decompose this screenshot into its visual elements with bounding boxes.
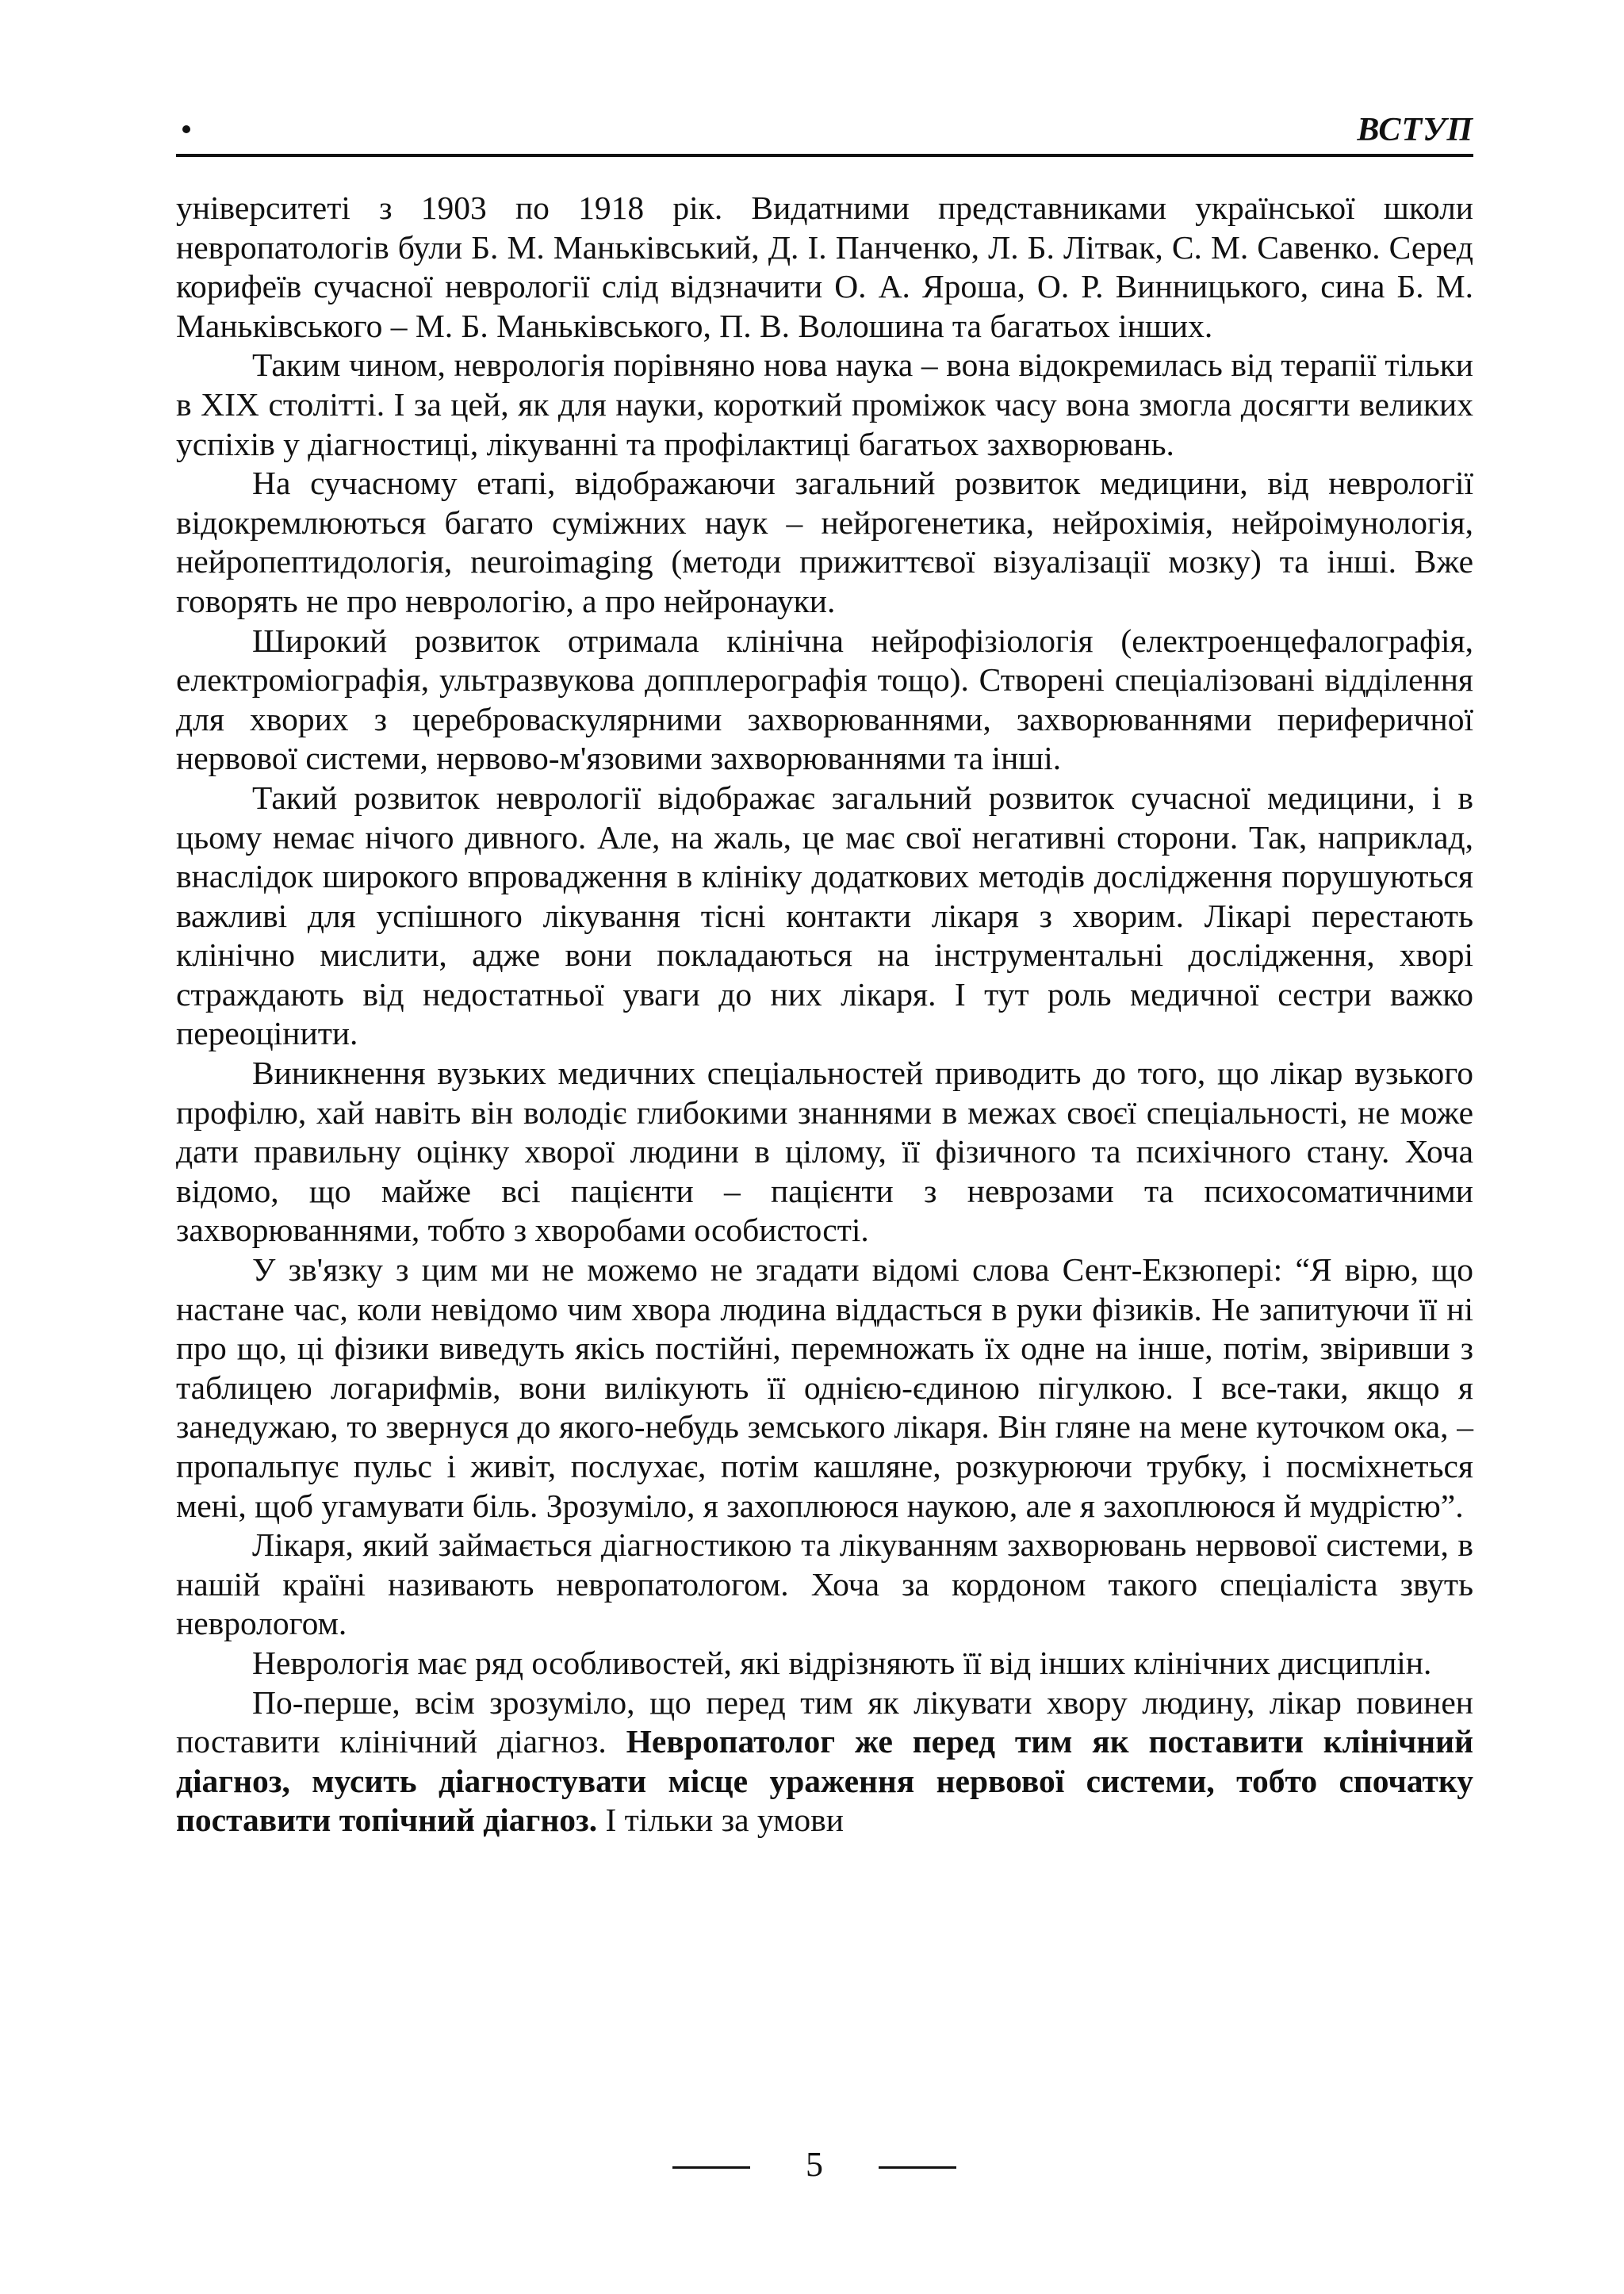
paragraph-2: Таким чином, неврологія порівняно нова наука – вона відокремилась від терапії тільки в XIX столітті. І за цей, як для науки, короткий проміжок часу вона змогла досягти великих успіхів у діагностиці, лікуванні та профілактиці багатьох захворювань. — [176, 347, 1473, 462]
running-header — [176, 109, 1473, 159]
page-number: 5 — [806, 2145, 823, 2184]
paragraph-10-continuation: І тільки за умови — [597, 1802, 844, 1839]
header-rule — [176, 154, 1473, 157]
paragraph-10-intro: По-перше, всім зрозуміло, що перед тим як лікувати хвору людину, лікар повинен поставити клінічний діагноз. — [176, 1683, 1473, 1760]
paragraph-3: На сучасному етапі, відображаючи загальний розвиток медицини, від неврології відокремлюються багато суміжних наук – нейрогенетика, нейрохімія, нейроімунологія, нейропептидологія, neuroimaging (методи прижиттєвої візуалізації мозку) та інші. Вже говорять не про неврологію, а про нейронауки. — [176, 465, 1473, 619]
body-text — [176, 189, 1473, 1840]
paragraph-10 — [176, 1683, 1473, 1840]
footer-rule-left — [672, 2166, 750, 2169]
paragraph-4: Широкий розвиток отримала клінічна нейрофізіологія (електроенцефалографія, електроміографія, ультразвукова допплерографія тощо). Створені спеціалізовані відділення для хворих з цереброваскулярними захворюваннями, захворюваннями периферичної нервової системи, нервово-м'язовими захворюваннями та інші. — [176, 622, 1473, 777]
paragraph-6: Виникнення вузьких медичних спеціальностей приводить до того, що лікар вузького профілю, хай навіть він володіє глибокими знаннями в межах своєї спеціальності, не може дати правильну оцінку хворої людини в цілому, її фізичного та психічного стану. Хоча відомо, що майже всі пацієнти – пацієнти з неврозами та психосоматичними захворюваннями, тобто з хворобами особистості. — [176, 1055, 1473, 1249]
paragraph-9: Неврологія має ряд особливостей, які відрізняють її від інших клінічних дисциплін. — [252, 1644, 1432, 1681]
section-title: ВСТУП — [1357, 112, 1473, 148]
paragraph-10-emphasis: Невропатолог же перед тим як поставити клінічний діагноз, мусить діагностувати місце ураження нервової системи, тобто спочатку поставити топічний діагноз. — [176, 1723, 1474, 1839]
paragraph-7: У зв'язку з цим ми не можемо не згадати відомі слова Сент-Екзюпері: “Я вірю, що настане час, коли невідомо чим хвора людина віддасться в руки фізиків. Не запитуючи її ні про що, ці фізики виведуть якісь постійні, перемножать їх одне на інше, потім, звіривши з таблицею логарифмів, вони вилікують її однією-єдиною пігулкою. І все-таки, якщо я занедужаю, то звернуся до якого-небудь земського лікаря. Він гляне на мене куточком ока, – пропальпує пульс і живіт, послухає, потім кашляне, розкурюючи трубку, і посміхнеться мені, щоб угамувати біль. Зрозуміло, я захоплююся наукою, але я захоплююся й мудрістю”. — [176, 1251, 1473, 1524]
header-bullet-mark — [182, 125, 190, 133]
paragraph-1: університеті з 1903 по 1918 рік. Видатними представниками української школи невропатологів були Б. М. Маньківський, Д. І. Панченко, Л. Б. Літвак, С. М. Савенко. Серед корифеїв сучасної неврології слід відзначити О. А. Яроша, О. Р. Винницького, сина Б. М. Маньківського – М. Б. Маньківського, П. В. Волошина та багатьох інших. — [176, 190, 1473, 344]
paragraph-8: Лікаря, який займається діагностикою та лікуванням захворювань нервової системи, в нашій країні називають невропатологом. Хоча за кордоном такого спеціаліста звуть неврологом. — [176, 1526, 1473, 1642]
paragraph-5: Такий розвиток неврології відображає загальний розвиток сучасної медицини, і в цьому немає нічого дивного. Але, на жаль, це має свої негативні сторони. Так, наприклад, внаслідок широкого впровадження в клініку додаткових методів дослідження порушуються важливі для успішного лікування тісні контакти лікаря з хворим. Лікарі перестають клінічно мислити, адже вони покладаються на інструментальні дослідження, хворі страждають від недостатньої уваги до них лікаря. І тут роль медичної сестри важко переоцінити. — [176, 779, 1473, 1052]
footer-rule-right — [879, 2166, 956, 2169]
page-footer — [0, 2141, 1624, 2189]
